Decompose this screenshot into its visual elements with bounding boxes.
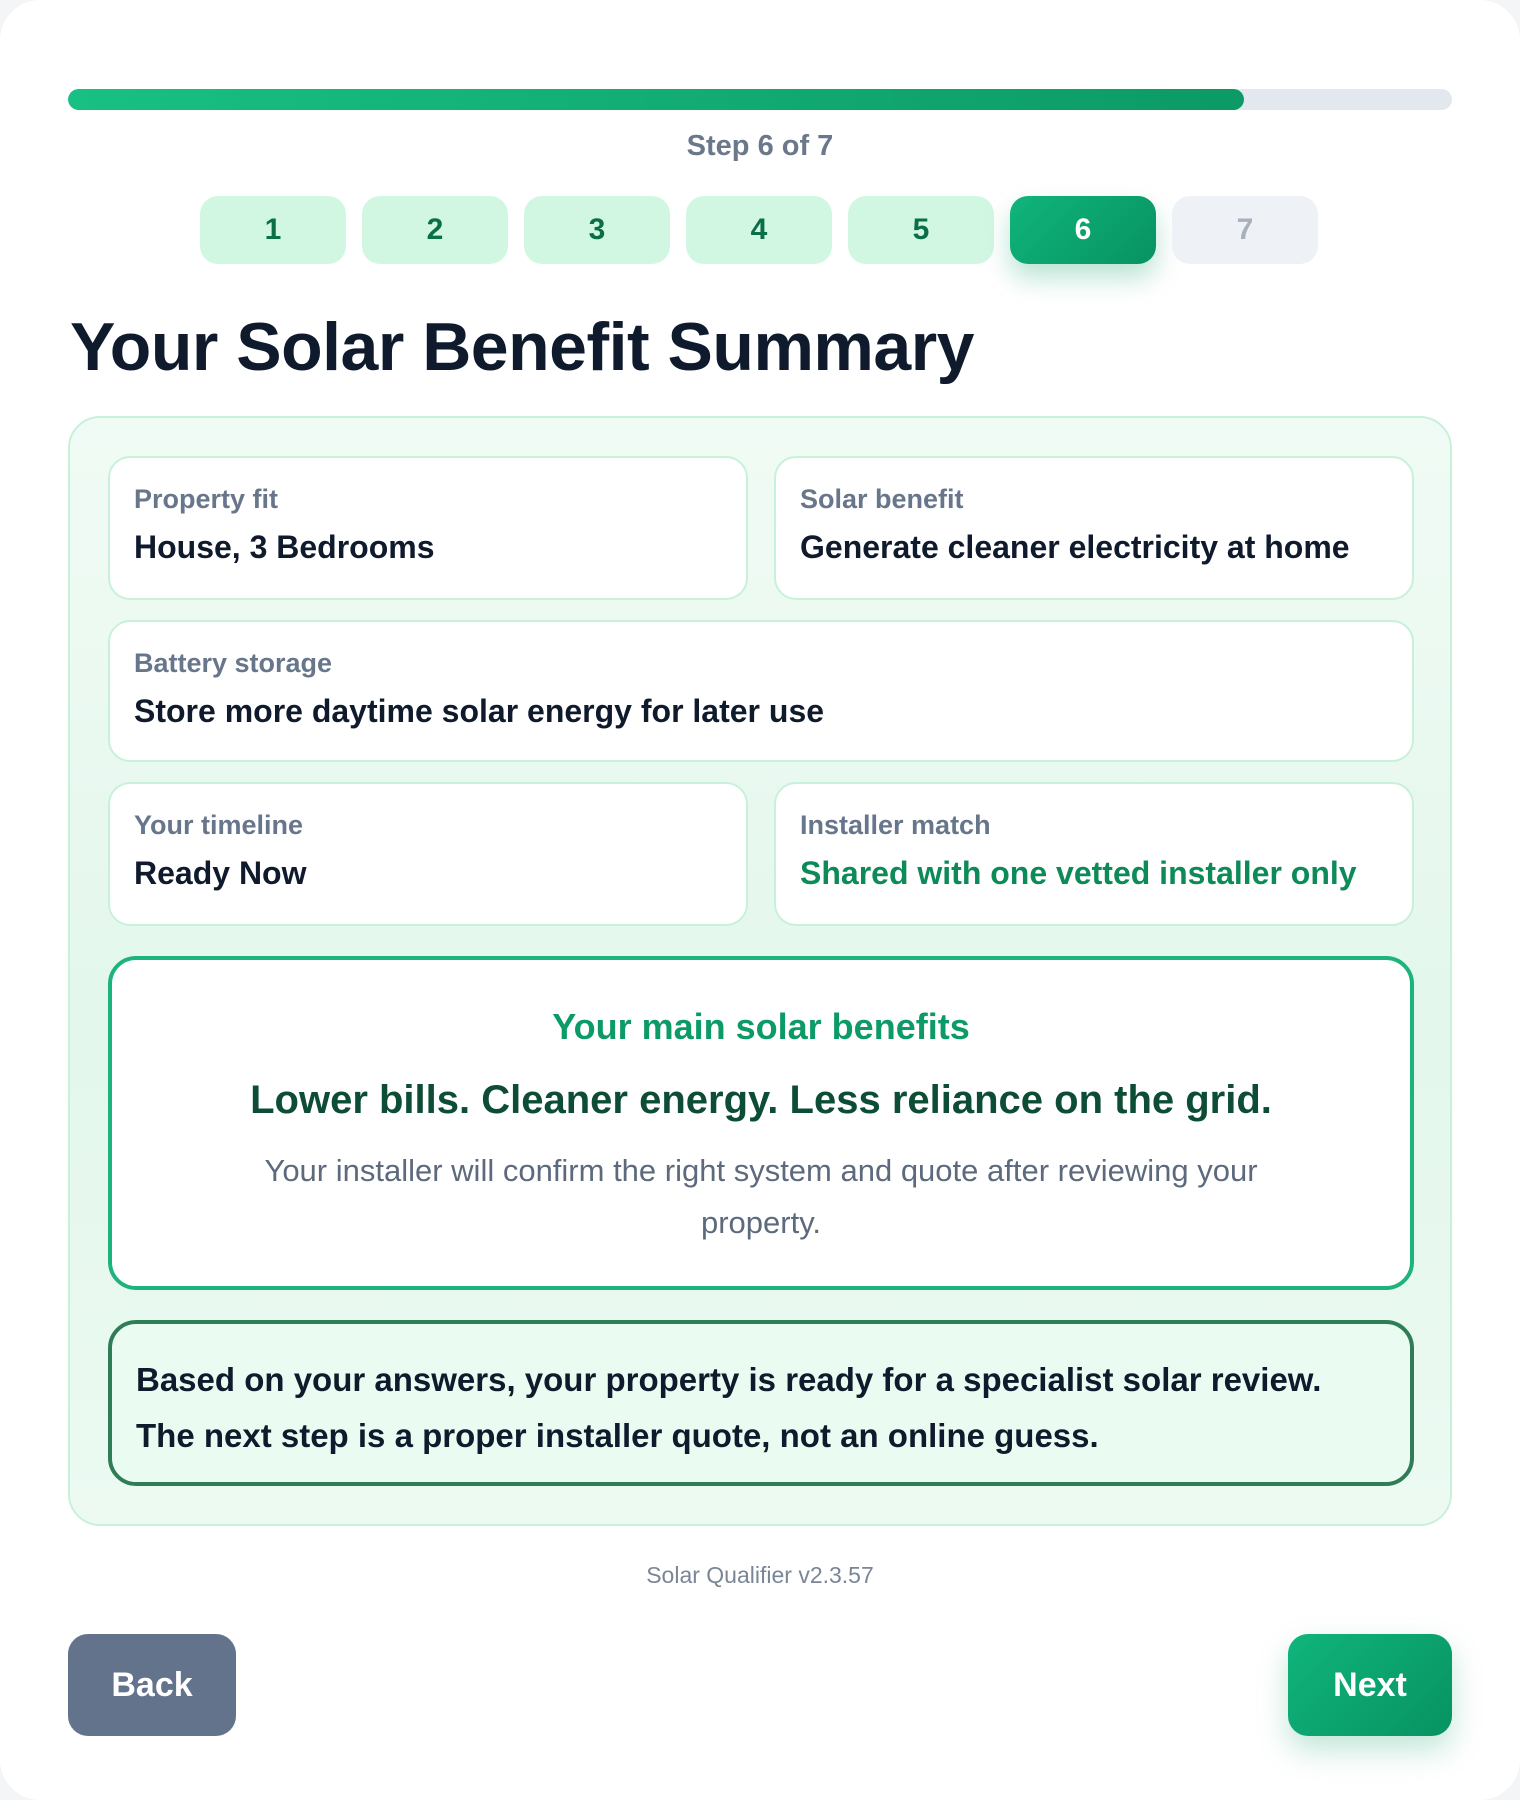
- solar-benefit-label: Solar benefit: [800, 484, 964, 514]
- installer-match-label: Installer match: [800, 810, 991, 840]
- step-1[interactable]: 1: [200, 196, 346, 264]
- timeline-card: [108, 782, 748, 926]
- next-button[interactable]: Next: [1288, 1634, 1452, 1736]
- step-counter: Step 6 of 7: [686, 130, 834, 162]
- main-benefits-box: [108, 956, 1414, 1290]
- page-title: Your Solar Benefit Summary: [70, 309, 974, 385]
- step-5[interactable]: 5: [848, 196, 994, 264]
- battery-storage-label: Battery storage: [134, 648, 333, 678]
- benefit-summary-panel: [68, 416, 1452, 1526]
- timeline-value: Ready Now: [134, 855, 307, 891]
- version-label: Solar Qualifier v2.3.57: [646, 1562, 874, 1588]
- solar-benefit-value: Generate cleaner electricity at home: [800, 529, 1350, 565]
- property-fit-label: Property fit: [134, 484, 279, 514]
- battery-storage-value: Store more daytime solar energy for later use: [134, 693, 825, 729]
- step-3[interactable]: 3: [524, 196, 670, 264]
- benefits-heading: Your main solar benefits: [552, 1006, 970, 1047]
- progress-bar: [68, 89, 1452, 110]
- benefits-headline: Lower bills. Cleaner energy. Less reliance on the grid.: [250, 1078, 1272, 1122]
- timeline-label: Your timeline: [134, 810, 304, 840]
- back-button[interactable]: Back: [68, 1634, 236, 1736]
- step-4[interactable]: 4: [686, 196, 832, 264]
- step-indicator: [200, 196, 1318, 264]
- step-2[interactable]: 2: [362, 196, 508, 264]
- step-6-current[interactable]: 6: [1010, 196, 1156, 264]
- installer-match-card: [774, 782, 1414, 926]
- readiness-verdict: Based on your answers, your property is ready for a specialist solar review. The next step is a proper installer quote, not an online guess.: [108, 1320, 1414, 1486]
- solar-benefit-card: [774, 456, 1414, 600]
- property-fit-value: House, 3 Bedrooms: [134, 529, 435, 565]
- property-fit-card: [108, 456, 748, 600]
- installer-match-value: Shared with one vetted installer only: [800, 855, 1357, 891]
- benefits-description: Your installer will confirm the right system and quote after reviewing your property.: [264, 1153, 1258, 1240]
- progress-fill: [68, 89, 1244, 110]
- step-7: 7: [1172, 196, 1318, 264]
- battery-storage-card: [108, 620, 1414, 762]
